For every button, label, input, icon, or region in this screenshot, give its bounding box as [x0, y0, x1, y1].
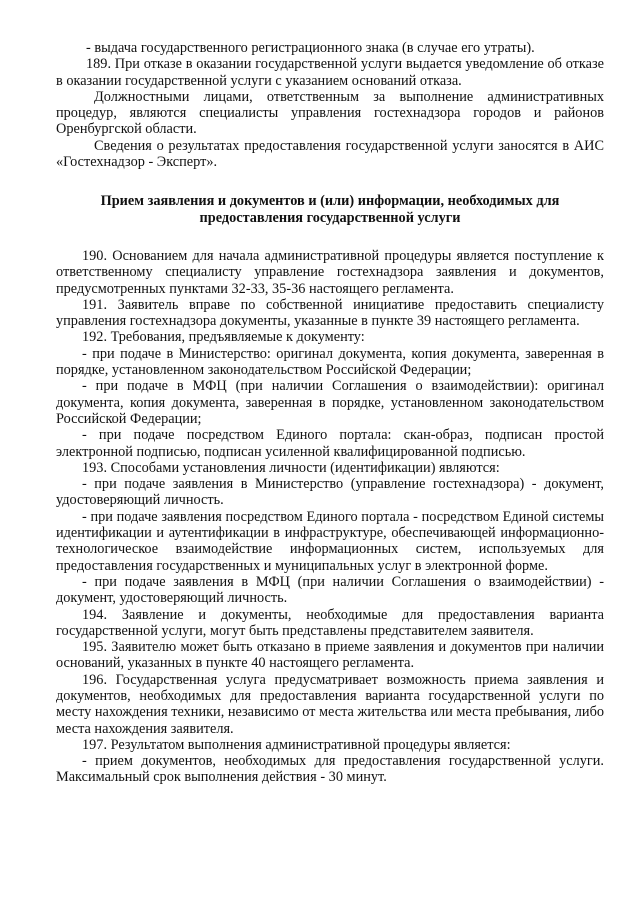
- paragraph-196: 196. Государственная услуга предусматривает возможность приема заявления и документов, необходимых для предоставления варианта государственной услуги по месту нахождения техники, независимо от места жительства или места пребывания, либо места нахождения заявителя.: [56, 671, 604, 737]
- paragraph-189: 189. При отказе в оказании государственной услуги выдается уведомление об отказе в оказании государственной услуги с указанием оснований отказа.: [56, 56, 604, 89]
- paragraph-192: 192. Требования, предъявляемые к документу:: [82, 329, 365, 346]
- paragraph-plate-issue: - выдача государственного регистрационного знака (в случае его утраты).: [86, 40, 535, 56]
- list-item-ministry-identification: - при подаче заявления в Министерство (управление гостехнадзора) - документ, удостоверяющий личность.: [56, 476, 604, 509]
- paragraph-responsible-officials: Должностными лицами, ответственным за выполнение административных процедур, являются специалисты управления гостехнадзора городов и районов Оренбургской области.: [56, 88, 604, 138]
- paragraph-195: 195. Заявителю может быть отказано в приеме заявления и документов при наличии оснований, указанных в пункте 40 настоящего регламента.: [56, 639, 604, 672]
- document-page: [56, 40, 604, 786]
- list-item-ministry-submission: - при подаче в Министерство: оригинал документа, копия документа, заверенная в порядке, установленном законодательством Российской Федерации;: [56, 345, 604, 379]
- spacer: [56, 226, 604, 248]
- paragraph-191: 191. Заявитель вправе по собственной инициативе предоставить специалисту управления гостехнадзора документы, указанные в пункте 39 настоящего регламента.: [56, 296, 604, 330]
- list-item-mfc-submission: - при подаче в МФЦ (при наличии Соглашения о взаимодействии): оригинал документа, копия документа, заверенная в порядке, установленном законодательством Российской Федерации;: [56, 378, 604, 427]
- list-item-mfc-identification: - при подаче заявления в МФЦ (при наличии Соглашения о взаимодействии) - документ, удостоверяющий личность.: [56, 573, 604, 607]
- paragraph-197: 197. Результатом выполнения административной процедуры является:: [82, 736, 511, 753]
- list-item-portal-identification: - при подаче заявления посредством Единого портала - посредством Единой системы идентификации и аутентификации в инфраструктуре, обеспечивающей информационно-технологическое взаимодействие информационных систем, используемых для предоставления государственных и муниципальных услуг в электронной форме.: [56, 508, 604, 574]
- paragraph-193: 193. Способами установления личности (идентификации) являются:: [82, 459, 500, 476]
- paragraph-194: 194. Заявление и документы, необходимые для предоставления варианта государственной услуги, могут быть представлены представителем заявителя.: [56, 606, 604, 639]
- list-item-document-acceptance: - прием документов, необходимых для предоставления государственной услуги. Максимальный срок выполнения действия - 30 минут.: [56, 753, 604, 786]
- spacer: [56, 170, 604, 193]
- paragraph-190: 190. Основанием для начала административной процедуры является поступление к ответственному специалисту управление гостехнадзора заявления и документов, предусмотренных пунктами 32-33, 35-36 настоящего регламента.: [56, 247, 604, 297]
- paragraph-ais-info: Сведения о результатах предоставления государственной услуги заносятся в АИС «Гостехнадзор - Эксперт».: [56, 137, 604, 171]
- section-heading: Прием заявления и документов и (или) информации, необходимых для предоставления государственной услуги: [100, 193, 560, 226]
- list-item-portal-submission: - при подаче посредством Единого портала: скан-образ, подписан простой электронной подписью, подписан усиленной квалифицированной подписью.: [56, 427, 604, 460]
